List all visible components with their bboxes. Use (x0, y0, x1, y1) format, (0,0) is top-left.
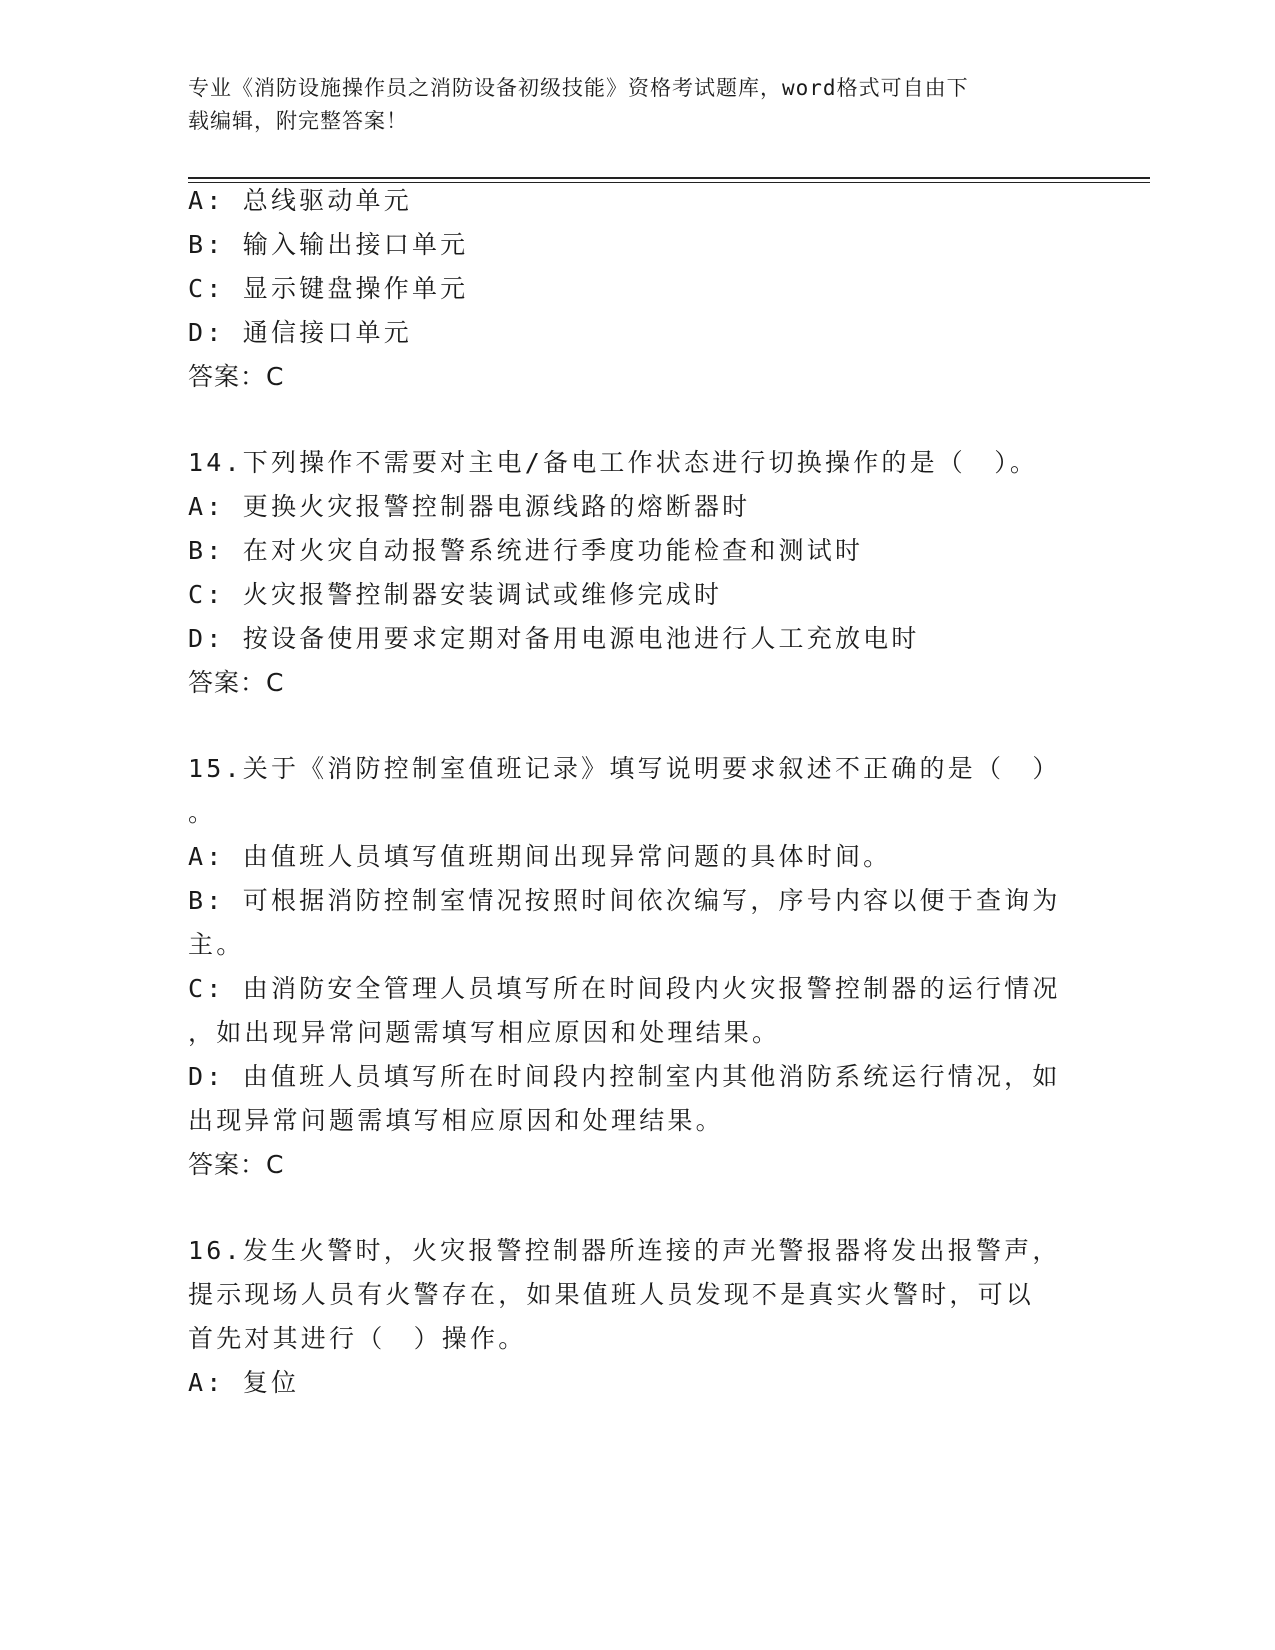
q13-option-c: C: 显示键盘操作单元 (188, 274, 469, 303)
q13-option-a: A: 总线驱动单元 (188, 186, 412, 215)
q14-option-d: D: 按设备使用要求定期对备用电源电池进行人工充放电时 (188, 624, 920, 653)
q13-option-d: D: 通信接口单元 (188, 318, 412, 347)
q16-question-line-3: 首先对其进行（ ）操作。 (188, 1324, 527, 1353)
q15-question-line-2: 。 (188, 798, 217, 827)
document-header (188, 72, 1068, 138)
header-line-1: 专业《消防设施操作员之消防设备初级技能》资格考试题库，word格式可自由下 (188, 76, 969, 100)
header-divider-thin (188, 182, 1150, 183)
q13-answer: 答案：C (188, 362, 285, 391)
q16-question-line-2: 提示现场人员有火警存在，如果值班人员发现不是真实火警时，可以 (188, 1280, 1035, 1309)
q15-question-line-1: 15.关于《消防控制室值班记录》填写说明要求叙述不正确的是（ ） (188, 754, 1061, 783)
header-line-2: 载编辑，附完整答案！ (188, 109, 408, 133)
q15-answer: 答案：C (188, 1150, 285, 1179)
q15-option-c-line-1: C: 由消防安全管理人员填写所在时间段内火灾报警控制器的运行情况 (188, 974, 1061, 1003)
q15-option-b-line-1: B: 可根据消防控制室情况按照时间依次编写，序号内容以便于查询为 (188, 886, 1061, 915)
q14-option-a: A: 更换火灾报警控制器电源线路的熔断器时 (188, 492, 751, 521)
q15-option-d-line-2: 出现异常问题需填写相应原因和处理结果。 (188, 1106, 724, 1135)
q15-option-c-line-2: ，如出现异常问题需填写相应原因和处理结果。 (188, 1018, 781, 1047)
q15-option-b-line-2: 主。 (188, 930, 245, 959)
q14-question: 14.下列操作不需要对主电/备电工作状态进行切换操作的是（ ）。 (188, 448, 1039, 477)
q15-option-a: A: 由值班人员填写值班期间出现异常问题的具体时间。 (188, 842, 892, 871)
q14-option-b: B: 在对火灾自动报警系统进行季度功能检查和测试时 (188, 536, 864, 565)
q15-option-d-line-1: D: 由值班人员填写所在时间段内控制室内其他消防系统运行情况，如 (188, 1062, 1061, 1091)
q14-option-c: C: 火灾报警控制器安装调试或维修完成时 (188, 580, 723, 609)
q14-answer: 答案：C (188, 668, 285, 697)
q13-option-b: B: 输入输出接口单元 (188, 230, 469, 259)
q16-question-line-1: 16.发生火警时，火灾报警控制器所连接的声光警报器将发出报警声， (188, 1236, 1061, 1265)
header-divider-thick (188, 177, 1150, 179)
q16-option-a: A: 复位 (188, 1368, 300, 1397)
